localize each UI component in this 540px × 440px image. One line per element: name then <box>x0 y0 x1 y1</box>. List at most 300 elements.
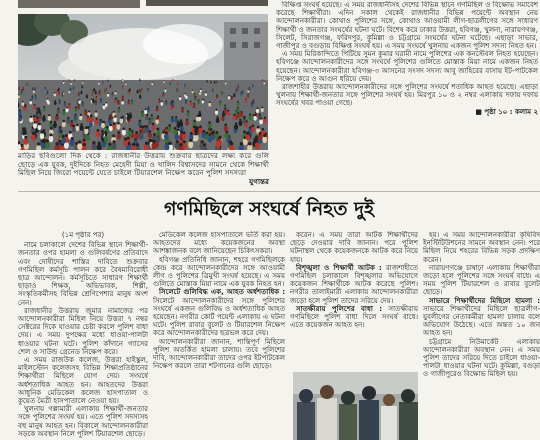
crowd-figure <box>92 91 94 94</box>
crowd-figure-head <box>153 133 156 136</box>
crowd-figure-head <box>63 109 65 111</box>
crowd-figure-head <box>219 101 221 103</box>
crowd-figure-head <box>109 115 111 117</box>
crowd-figure-head <box>33 115 35 117</box>
crowd-figure <box>147 108 150 112</box>
paragraph-text: হবিগঞ্জ প্রতিনিধি জানান, শহরে গণমিছিলকে কেন্দ্র করে আন্দোলনকারীদের সঙ্গে আওয়ামী লীগ ও পুলিশের ত্রিমুখী সংঘর্ষ হয়েছে। এ সময় গুলিতে মোস্তাক মিয়া নামে এক যুবক নিহত হন। <box>153 255 285 289</box>
crowd-figure-head <box>59 126 62 129</box>
crowd-figure-head <box>103 104 105 106</box>
crowd-figure <box>122 97 124 100</box>
crowd-figure-head <box>37 142 40 145</box>
crowd-figure <box>262 80 263 82</box>
crowd-figure-head <box>120 117 122 119</box>
crowd-figure-head <box>145 142 148 145</box>
crowd-figure <box>205 93 207 96</box>
crowd-figure-head <box>260 117 262 119</box>
crowd-figure-head <box>73 86 74 87</box>
crowd-figure <box>184 94 186 97</box>
crowd-figure <box>54 101 57 105</box>
crowd-figure-head <box>65 134 68 137</box>
crowd-figure <box>148 132 152 138</box>
crowd-figure-head <box>182 107 184 109</box>
crowd-figure-head <box>21 89 22 90</box>
crowd-figure-head <box>104 90 105 91</box>
crowd-figure-head <box>32 87 33 88</box>
crowd-figure-head <box>122 86 123 87</box>
crowd-figure <box>251 103 254 107</box>
crowd-figure <box>233 94 235 97</box>
crowd-figure-head <box>237 101 239 103</box>
crowd-figure-head <box>199 111 201 113</box>
crowd-figure-head <box>139 89 140 90</box>
crowd-figure-head <box>34 104 36 106</box>
main-photo <box>18 14 268 150</box>
crowd-figure-head <box>231 95 233 97</box>
crowd-figure-head <box>175 116 177 118</box>
crowd-figure-head <box>98 141 101 144</box>
crowd-figure-head <box>83 143 86 146</box>
crowd-figure-head <box>179 96 181 98</box>
crowd-figure-head <box>125 82 126 83</box>
caption-paragraph <box>18 152 269 186</box>
crowd-figure-head <box>103 81 104 82</box>
crowd-figure-head <box>91 99 93 101</box>
crowd-figure-head <box>47 91 48 92</box>
headline: গণমিছিলে সংঘর্ষে নিহত দুই <box>164 198 374 220</box>
crowd-figure <box>114 99 117 103</box>
crowd-figure <box>121 101 124 105</box>
crowd-figure-head <box>74 114 76 116</box>
crowd-figure <box>48 116 51 121</box>
crowd-figure-head <box>261 128 264 131</box>
crowd-figure <box>34 96 36 99</box>
crowd-figure-head <box>30 100 32 102</box>
crowd-figure <box>134 133 139 140</box>
crowd-figure-head <box>209 101 211 103</box>
crowd-figure-head <box>79 99 81 101</box>
crowd-figure <box>177 84 179 86</box>
crowd-figure <box>217 138 222 145</box>
paragraph-text: সাতক্ষীরায় গণমিছিলে পুলিশ বাধা দিলে সংঘর্ষ বাধে। এতে কয়েকজন আহত হন। <box>290 304 418 330</box>
crowd-figure <box>123 140 128 147</box>
crowd-figure <box>225 132 229 139</box>
crowd-figure-head <box>80 114 82 116</box>
paragraph-text: মেডিকেল কলেজ হাসপাতালে ভর্তি করা হয়। আহতদের মধ্যে কয়েকজনের অবস্থা আশঙ্কাজনক বলে জানিয়েছেন চিকিৎসকরা। <box>153 231 285 256</box>
crowd-figure <box>101 122 105 128</box>
article-column-1 <box>18 231 148 440</box>
crowd-figure-head <box>122 100 124 102</box>
body-paragraph <box>290 305 418 330</box>
crowd-figure-head <box>23 87 24 88</box>
crowd-figure <box>103 105 106 109</box>
crowd-figure <box>251 126 255 132</box>
crowd-figure <box>247 94 249 97</box>
crowd-figure <box>102 82 104 84</box>
crowd-figure <box>245 99 248 103</box>
crowd-figure <box>55 115 58 120</box>
crowd-figure <box>84 128 88 134</box>
crowd-figure <box>98 82 100 84</box>
bottom-photo-image <box>293 372 418 440</box>
crowd-figure <box>115 92 117 95</box>
crowd-figure <box>39 114 42 119</box>
crowd-figure <box>78 100 81 104</box>
photo-sky <box>293 372 418 394</box>
crowd-figure <box>18 87 20 90</box>
crowd-figure-head <box>242 90 243 91</box>
crowd-figure <box>112 124 116 130</box>
crowd-figure-head <box>248 89 249 90</box>
crowd-figure-head <box>35 87 36 88</box>
crowd-figure-head <box>57 89 58 90</box>
crowd-figure <box>247 90 249 93</box>
crowd-figure <box>187 112 190 117</box>
paragraph-text: আন্দোলনকারীরা জানান, শান্তিপূর্ণ মিছিলে পুলিশ অতর্কিত হামলা চালায়। তবে পুলিশের দাবি, আন্দোলনকারীরা তাদের ওপর ইটপাটকেল নিক্ষেপ করলে তারা শটগানের গুলি ছোড়ে। <box>153 337 285 371</box>
crowd-figure <box>81 103 84 107</box>
crowd-figure <box>234 124 238 130</box>
crowd-figure-head <box>78 92 79 93</box>
crowd-figure <box>200 89 202 92</box>
crowd-figure <box>237 85 239 87</box>
photo-credit: যুগান্তর <box>249 176 269 186</box>
article-column-2 <box>153 231 285 440</box>
crowd-figure <box>172 102 175 106</box>
crowd-figure-head <box>60 130 63 133</box>
crowd-figure <box>61 137 66 144</box>
crowd-figure-head <box>180 124 183 127</box>
crowd-figure-head <box>163 93 164 94</box>
section-divider <box>18 191 540 192</box>
paragraph-text: খুলনায় গল্লামারী এলাকায় শিক্ষার্থী-জনতার সঙ্গে পুলিশের সংঘর্ষ হয়। এতে পুলিশ সদস্যসহ বহু মানুষ আহত হন। বিকালে আন্দোলনকারীরা সড়কে অবস্থান নিলে পুলিশ টিয়ারশেল ছোড়ে। <box>18 405 148 438</box>
crowd-figure <box>116 124 120 130</box>
crowd-figure <box>104 135 109 142</box>
crowd-figure-head <box>76 124 79 127</box>
crowd-figure <box>201 132 205 138</box>
crowd-figure-head <box>18 94 19 95</box>
body-paragraph <box>153 231 285 256</box>
crowd-figure-head <box>85 110 87 112</box>
crowd-figure-head <box>127 137 130 140</box>
crowd-figure-head <box>161 101 163 103</box>
crowd-figure-head <box>108 143 111 146</box>
top-photo-fragment-right <box>146 0 268 6</box>
crowd-figure-head <box>62 135 65 138</box>
crowd-figure <box>21 90 23 93</box>
crowd-figure <box>120 118 124 123</box>
crowd-figure-head <box>137 90 138 91</box>
crowd-figure-head <box>168 124 171 127</box>
crowd-figure-head <box>183 131 186 134</box>
crowd-figure-head <box>55 142 58 145</box>
crowd-figure <box>68 80 69 82</box>
crowd-figure-head <box>43 115 45 117</box>
crowd-figure <box>113 117 117 122</box>
crowd-figure-head <box>118 107 120 109</box>
crowd-figure-head <box>107 93 108 94</box>
crowd-figure <box>33 123 37 129</box>
crowd-figure-head <box>205 92 206 93</box>
article-column-4 <box>423 231 540 440</box>
crowd-figure-head <box>66 107 68 109</box>
crowd-figure <box>147 89 149 92</box>
crowd-figure-head <box>35 95 36 96</box>
crowd-figure-head <box>57 108 59 110</box>
crowd-figure-head <box>54 92 55 93</box>
crowd-figure-head <box>71 137 74 140</box>
crowd-figure-head <box>217 81 218 82</box>
crowd-figure-head <box>122 127 125 130</box>
crowd-figure-head <box>36 107 38 109</box>
crowd-figure-head <box>211 132 214 135</box>
crowd-figure-head <box>203 143 206 146</box>
crowd-figure-head <box>128 100 130 102</box>
crowd-figure <box>117 101 120 105</box>
crowd-figure <box>74 115 77 120</box>
paragraph-text: এ সময় রাজউক কলেজ, উত্তরা হাইস্কুল, মাইলস্টোন কলেজসহ বিভিন্ন শিক্ষাপ্রতিষ্ঠানের শিক্ষার্থীরা মিছিলে যোগ দেয়। সংঘর্ষে অর্ধশতাধিক আহত হন। আহতদের উত্তরা আধুনিক মেডিকেল কলেজ হাসপাতাল ও কুয়েত মৈত্রী হাসপাতালে নেওয়া হয়। <box>18 356 148 406</box>
crowd-figure-head <box>112 92 113 93</box>
crowd-figure <box>117 108 120 112</box>
crowd-figure <box>77 143 82 150</box>
crowd-figure-head <box>216 131 219 134</box>
crowd-figure-head <box>237 107 239 109</box>
crowd-figure-head <box>109 117 111 119</box>
crowd-figure-head <box>216 94 217 95</box>
crowd-figure-head <box>26 83 27 84</box>
crowd-figure-head <box>215 81 216 82</box>
crowd-figure-head <box>147 107 149 109</box>
crowd-figure-head <box>92 141 95 144</box>
crowd-figure <box>23 138 28 145</box>
crowd-figure <box>160 102 163 106</box>
crowd-figure <box>171 118 175 123</box>
crowd-figure-head <box>224 124 227 127</box>
body-paragraph <box>153 288 285 337</box>
crowd-figure <box>208 103 211 107</box>
crowd-figure <box>139 91 141 94</box>
crowd-figure-head <box>83 138 86 141</box>
crowd-figure <box>208 123 212 129</box>
crowd-figure <box>128 91 130 94</box>
crowd-figure-head <box>248 142 251 145</box>
crowd-figure-head <box>112 140 115 143</box>
crowd-figure <box>78 93 80 96</box>
crowd-figure-head <box>92 90 93 91</box>
crowd-figure <box>173 129 177 135</box>
crowd-figure-head <box>50 127 53 130</box>
crowd-figure-head <box>115 98 117 100</box>
crowd-figure <box>256 109 259 113</box>
crowd-figure <box>151 83 153 85</box>
crowd-figure <box>227 111 230 116</box>
crowd-figure-head <box>22 101 24 103</box>
paragraph-text: নারায়ণগঞ্জে চাষাঢ়া এলাকায় শিক্ষার্থীরা জড়ো হলে পুলিশের সঙ্গে সংঘর্ষ বাধে। এ সময় পুলিশ টিয়ারশেল ও রাবার বুলেট ছোড়ে। <box>423 263 540 297</box>
crowd-figure-head <box>236 89 237 90</box>
crowd-figure-head <box>110 85 111 86</box>
crowd-figure <box>228 96 230 99</box>
article-column-3 <box>290 231 418 369</box>
crowd-figure <box>237 108 240 112</box>
crowd-figure <box>214 82 215 84</box>
crowd-figure-head <box>172 79 173 80</box>
crowd-figure <box>210 134 215 141</box>
crowd-figure <box>64 103 67 107</box>
crowd-figure <box>170 83 172 85</box>
crowd-figure <box>46 99 49 103</box>
paragraph-text: নামে চলাকালে দেশের বিভিন্ন স্থানে শিক্ষার্থী-জনতার ওপর হামলা ও গুলিবর্ষণের প্রতিবাদে এবং দোষীদের শাস্তির দাবিতে শুক্রবার গণমিছিল কর্মসূচি পালন করে বৈষম্যবিরোধী ছাত্র আন্দোলন। কর্মসূচিতে সাধারণ শিক্ষার্থী ছাড়াও শিক্ষক, অভিভাবক, শিল্পী, সংস্কৃতিকর্মীসহ বিভিন্ন শ্রেণিপেশার মানুষ অংশ নেন। <box>18 241 148 307</box>
crowd-figure-head <box>214 81 215 82</box>
crowd-figure <box>111 93 113 96</box>
crowd-figure <box>81 86 83 89</box>
crowd-figure <box>216 118 220 123</box>
crowd-figure-head <box>122 79 123 80</box>
crowd-figure-head <box>222 115 224 117</box>
crowd-figure-head <box>36 112 38 114</box>
crowd-figure-head <box>249 114 251 116</box>
crowd-figure <box>54 93 56 96</box>
crowd-figure-head <box>185 93 186 94</box>
body-paragraph <box>423 297 540 338</box>
crowd-figure <box>22 88 24 91</box>
crowd-figure-head <box>192 90 193 91</box>
crowd-figure-head <box>193 103 195 105</box>
body-paragraph <box>423 231 540 264</box>
crowd-figure-head <box>189 139 192 142</box>
crowd-figure <box>221 116 225 121</box>
crowd-figure <box>156 130 160 136</box>
crowd-figure-head <box>141 111 143 113</box>
crowd-figure-head <box>238 85 239 86</box>
crowd-figure <box>258 134 263 141</box>
crowd-figure-head <box>54 100 56 102</box>
crowd-figure-head <box>62 93 63 94</box>
paragraph-text: চট্টগ্রামে নিউমার্কেট এলাকায় আন্দোলনকারীরা অবস্থান নেন। এ সময় পুলিশ তাদের সরিয়ে দিতে চাইলে ধাওয়া-পালটা ধাওয়ার ঘটনা ঘটে। কুমিল্লা, বগুড়া ও গাজীপুরেও বিক্ষোভ মিছিল হয়। <box>423 337 540 379</box>
crowd-figure-head <box>41 131 44 134</box>
crowd-figure-head <box>157 128 160 131</box>
crowd-figure <box>68 104 71 108</box>
crowd-figure <box>21 102 24 106</box>
crowd-figure-head <box>156 106 158 108</box>
crowd-figure-head <box>105 133 108 136</box>
body-paragraph: রাজশাহীর উত্তরায় আন্দোলনকারীদের সঙ্গে পুলিশের সংঘর্ষে শতাধিক আহত হয়েছে। এছাড়া খুলনায় শিক্ষার্থী-জনতার সঙ্গে পুলিশের সংঘর্ষ হয়। মিরপুর ১০ ও ২ নম্বর এলাকায় দফায় দফায় সংঘর্ষের খবর পাওয়া গেছে। <box>276 83 538 108</box>
crowd-figure-head <box>114 115 116 117</box>
crowd-figure <box>31 96 33 99</box>
crowd-figure-head <box>230 142 233 145</box>
crowd-figure-head <box>69 103 71 105</box>
crowd-figure <box>215 110 218 115</box>
crowd-figure-head <box>152 123 155 126</box>
crowd-figure-head <box>69 131 72 134</box>
crowd-figure <box>237 113 240 118</box>
crowd-figure-head <box>195 96 197 98</box>
crowd-figure-head <box>94 88 95 89</box>
crowd-figure-head <box>102 121 104 123</box>
crowd-figure-head <box>80 123 83 126</box>
crowd-figure-head <box>218 136 221 139</box>
crowd-figure-head <box>132 143 135 146</box>
crowd-figure <box>224 109 227 114</box>
crowd-figure-head <box>241 92 242 93</box>
crowd-figure <box>155 119 159 124</box>
crowd-figure <box>139 95 141 98</box>
crowd-figure-head <box>115 91 116 92</box>
crowd-figure-head <box>107 80 108 81</box>
crowd-figure <box>57 90 59 93</box>
crowd-figure-head <box>184 84 185 85</box>
crowd-figure-head <box>58 92 59 93</box>
crowd-figure-head <box>157 115 159 117</box>
crowd-figure-head <box>180 130 183 133</box>
crowd-figure <box>18 110 21 115</box>
crowd-figure <box>57 109 60 113</box>
crowd-figure <box>95 91 97 94</box>
crowd-figure-head <box>199 125 202 128</box>
body-paragraph: এ সময় মিরিকান্দিতে পিটিয়ে সুমন কুমার ঘরামী নামে পুলিশের এক কনস্টেবল নিহত হয়েছেন। হবিগঞ্জে আন্দোলনকারীদের সঙ্গে সংঘর্ষে পুলিশের গুলিতে মোস্তাক মিয়া নামে একজন নিহত হয়েছেন। আন্দোলনকারীরা হবিগঞ্জ-৩ আসনের সংসদ সদস্য আবু জাহিরের বাসায় ইট-পাটকেল নিক্ষেপ করে ও আগুন ধরিয়ে দেয়। <box>276 50 538 83</box>
crowd-figure <box>58 101 61 105</box>
crowd-figure <box>49 136 54 143</box>
crowd-figure-head <box>190 132 193 135</box>
crowd-figure <box>104 91 106 94</box>
crowd-figure <box>86 134 91 141</box>
crowd-figure-head <box>106 126 109 129</box>
crowd-figure-head <box>176 140 179 143</box>
body-paragraph <box>290 264 418 305</box>
crowd-figure <box>176 122 180 128</box>
crowd-figure-head <box>81 90 82 91</box>
crowd-figure-head <box>257 126 260 129</box>
crowd-figure <box>122 87 124 90</box>
crowd-figure-head <box>101 130 104 133</box>
crowd-figure <box>45 142 50 149</box>
crowd-figure <box>34 88 36 91</box>
crowd-figure <box>80 91 82 94</box>
crowd-figure <box>26 84 28 86</box>
crowd-figure <box>96 131 100 137</box>
crowd-figure-head <box>118 100 120 102</box>
crowd-figure-head <box>43 106 45 108</box>
crowd-figure-head <box>147 88 148 89</box>
crowd-figure <box>33 105 36 109</box>
crowd-figure-head <box>45 87 46 88</box>
crowd-figure-head <box>82 85 83 86</box>
crowd-figure <box>111 142 116 149</box>
caption-text: মাড়ির ছবিগুলো দিক থেকে : রাজধানীর উত্তরায় শুক্রবার ছাত্রদের লক্ষ্য করে গুলি ছোড়ে এক যুবক, দুইদিকে নিহত মেহেদী মিয়া ও খালিদ বিশ্বাসদের সামনে থেকে শিক্ষার্থী মিছিল নিয়ে জিরো পয়েন্টে যেতে চাইলে টিয়ারশেল নিক্ষেপ করেন পুলিশ সদস্যরা <box>18 152 269 178</box>
crowd-figure <box>176 89 178 92</box>
crowd-figure-head <box>186 119 188 121</box>
crowd-figure-head <box>255 135 258 138</box>
crowd-figure-head <box>23 127 26 130</box>
crowd-figure <box>164 133 169 140</box>
crowd-figure <box>194 128 198 134</box>
crowd-figure <box>33 117 37 122</box>
crowd-figure <box>150 116 153 121</box>
crowd-figure <box>143 127 147 133</box>
crowd-figure <box>235 90 237 93</box>
crowd-figure <box>181 108 184 112</box>
crowd-figure-head <box>174 127 177 130</box>
crowd-figure-head <box>32 95 34 97</box>
body-paragraph: বিক্ষিপ্ত সংঘর্ষ হয়েছে। এ সময় রাজধানীসহ দেশের বিভিন্ন স্থানে গণমিছিল ও বিক্ষোভ সমাবেশ করেছে শিক্ষার্থীরা। এদিন সকাল থেকেই রাজধানীর বিভিন্ন পয়েন্টে অবস্থান নেয় আন্দোলনকারীরা। কোথাও পুলিশের সঙ্গে, কোথাও আওয়ামী লীগ-ছাত্রলীগের সঙ্গে সাধারণ শিক্ষার্থী ও জনতার সংঘর্ষের ঘটনা ঘটে। বিশেষ করে ঢাকার উত্তরা, হবিগঞ্জ, খুলনা, নারায়ণগঞ্জ, সিলেট, সিরাজগঞ্জ, ফরিদপুর, কুমিল্লা ও চট্টগ্রামে সংঘর্ষের ঘটনা ঘটেছে। এছাড়া সাভার, গাজীপুর ও বগুড়ায় বিক্ষিপ্ত সংঘর্ষ হয়। এ সময় সংঘর্ষে খুলনায় একজন পুলিশ সদস্য নিহত হন। <box>276 1 538 51</box>
crowd-figure-head <box>129 112 131 114</box>
photo-caption <box>18 152 269 190</box>
crowd-figure-head <box>200 89 201 90</box>
crowd-figure <box>240 112 243 117</box>
crowd-figure <box>53 122 57 128</box>
crowd-figure-head <box>246 132 249 135</box>
crowd-figure-head <box>151 114 153 116</box>
crowd-figure-head <box>74 79 75 80</box>
crowd-figure-head <box>19 115 21 117</box>
crowd-figure <box>29 101 32 105</box>
